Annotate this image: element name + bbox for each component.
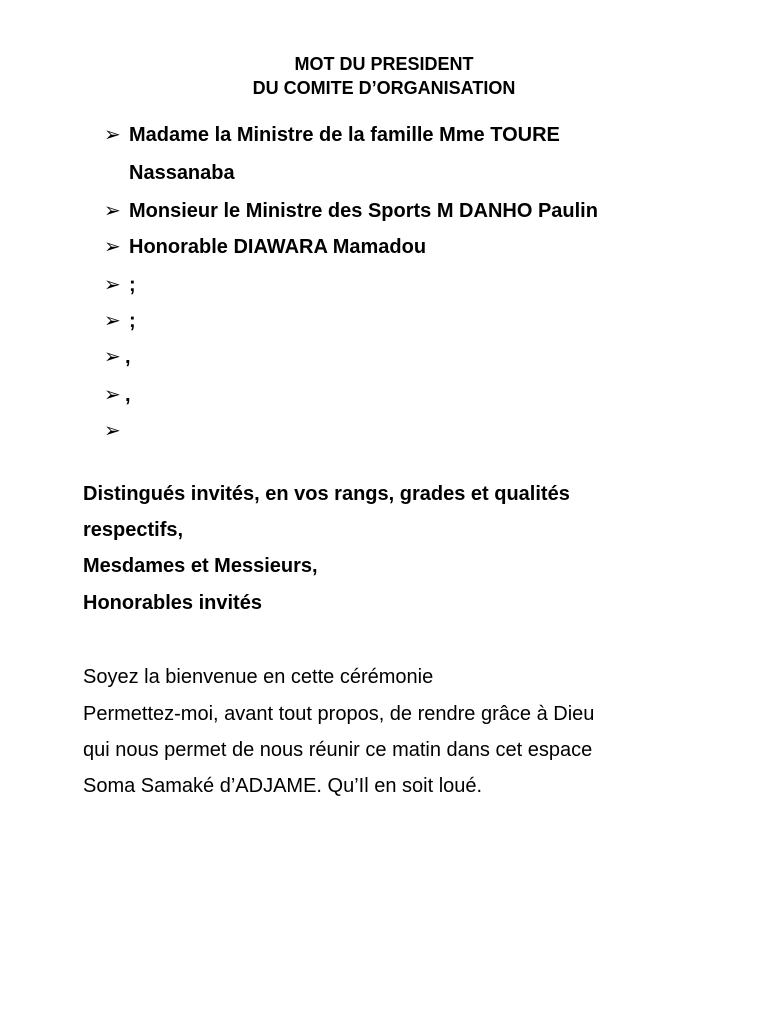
body-line-2: Permettez-moi, avant tout propos, de rendre grâce à Dieu [83, 703, 595, 725]
arrow-bullet-icon: ➢ [104, 200, 121, 222]
body-line-4: Soma Samaké d’ADJAME. Qu’Il en soit loué. [83, 775, 483, 797]
document-title-line-1: MOT DU PRESIDENT [294, 54, 474, 74]
list-item-text: , [125, 346, 131, 368]
arrow-bullet-icon: ➢ [104, 124, 121, 146]
salutation-line-3: Mesdames et Messieurs, [83, 555, 318, 577]
list-item-text: ; [129, 274, 136, 296]
list-item-text: ; [129, 310, 136, 332]
salutation-line-2: respectifs, [83, 519, 184, 541]
salutation-line-4: Honorables invités [83, 592, 262, 614]
list-item-continuation: Nassanaba [129, 162, 235, 184]
body-line-3: qui nous permet de nous réunir ce matin dans cet espace [83, 739, 593, 761]
list-item-text: Honorable DIAWARA Mamadou [129, 236, 427, 258]
arrow-bullet-icon: ➢ [104, 236, 121, 258]
salutation-line-1: Distingués invités, en vos rangs, grades et qualités [83, 483, 570, 505]
list-item-text: Madame la Ministre de la famille Mme TOURE [129, 124, 560, 146]
arrow-bullet-icon: ➢ [104, 310, 121, 332]
arrow-bullet-icon: ➢ [104, 384, 121, 406]
document-title-line-2: DU COMITE D’ORGANISATION [252, 78, 516, 98]
list-item-text: Monsieur le Ministre des Sports M DANHO Paulin [129, 200, 598, 222]
arrow-bullet-icon: ➢ [104, 274, 121, 296]
arrow-bullet-icon: ➢ [104, 346, 121, 368]
body-line-1: Soyez la bienvenue en cette cérémonie [83, 666, 434, 688]
arrow-bullet-icon: ➢ [104, 420, 121, 442]
list-item-text: , [125, 384, 131, 406]
